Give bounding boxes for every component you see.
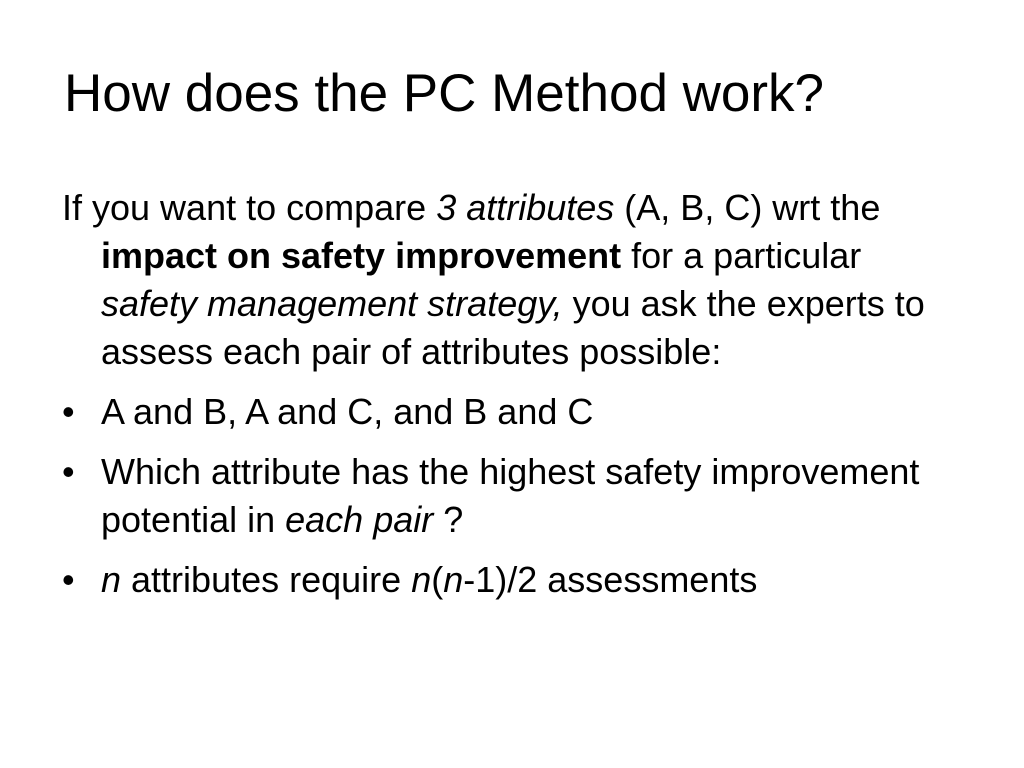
bullet-formula-n: n <box>101 559 122 600</box>
bullet-formula-text: attributes require <box>121 559 412 600</box>
bullet-pairs <box>62 388 962 436</box>
intro-text-2: (A, B, C) wrt the <box>614 187 881 228</box>
intro-strategy-italic: safety management strategy, <box>101 283 563 324</box>
bullet-list <box>62 388 962 604</box>
bullet-question-text: Which attribute has the highest safety improvement potential in <box>101 451 920 540</box>
bullet-question-italic: each pair <box>285 499 434 540</box>
bullet-formula-paren: ( <box>431 559 444 600</box>
bullet-icon: • <box>62 451 75 492</box>
bullet-question-end: ? <box>433 499 464 540</box>
intro-text-4: you ask the experts to assess each pair of attributes possible: <box>101 283 925 372</box>
bullet-pairs-text: A and B, A and C, and B and C <box>101 391 594 432</box>
bullet-question <box>62 448 962 544</box>
bullet-formula <box>62 556 962 604</box>
bullet-formula-n-2: n <box>443 559 464 600</box>
intro-text-1: If you want to compare <box>62 187 437 228</box>
intro-paragraph <box>62 184 962 376</box>
slide-body <box>62 184 962 616</box>
bullet-icon: • <box>62 391 75 432</box>
intro-text-3: for a particular <box>621 235 862 276</box>
slide-title: How does the PC Method work? <box>64 64 825 123</box>
bullet-formula-rest: -1)/2 assessments <box>463 559 758 600</box>
intro-impact-bold: impact on safety improvement <box>101 235 622 276</box>
bullet-icon: • <box>62 559 75 600</box>
bullet-formula-n-1: n <box>411 559 432 600</box>
intro-attributes-italic: 3 attributes <box>436 187 615 228</box>
